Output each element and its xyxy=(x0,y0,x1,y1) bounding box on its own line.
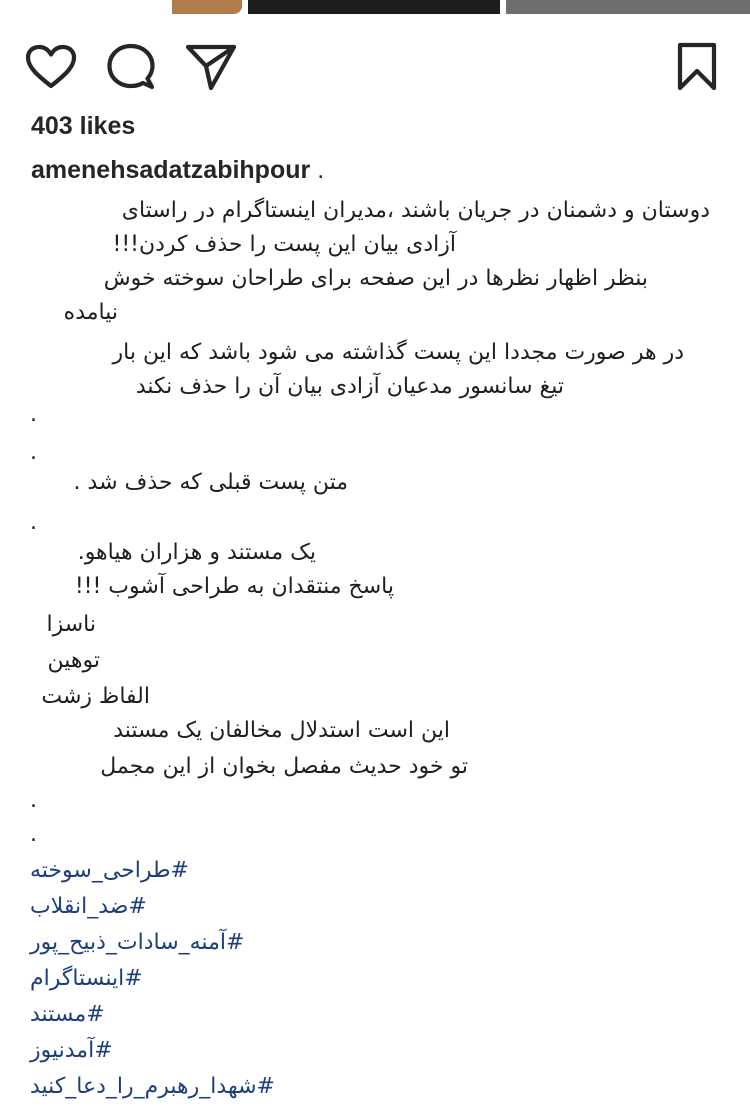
like-button[interactable] xyxy=(24,40,78,94)
caption-dot: . xyxy=(30,822,37,847)
caption-line: متن پست قبلی که حذف شد . xyxy=(73,470,348,495)
heart-icon xyxy=(25,44,77,90)
share-button[interactable] xyxy=(184,40,238,94)
comment-bubble-icon xyxy=(106,42,156,92)
caption-line: نیامده xyxy=(63,300,118,325)
caption-line: الفاظ زشت xyxy=(41,684,150,709)
previous-image-edge xyxy=(0,0,750,14)
caption-line: آزادی بیان این پست را حذف کردن!!! xyxy=(112,232,456,257)
image-fragment xyxy=(248,0,500,14)
caption-dot: . xyxy=(30,510,37,535)
caption-dot: . xyxy=(30,788,37,813)
hashtag-link[interactable]: #شهدا_رهبرم_را_دعا_کنید xyxy=(30,1074,275,1099)
caption-line: توهین xyxy=(47,648,100,673)
caption-line: این است استدلال مخالفان یک مستند xyxy=(113,718,450,743)
caption-line: ناسزا xyxy=(46,612,96,637)
save-button[interactable] xyxy=(670,40,724,94)
paper-plane-icon xyxy=(184,42,238,92)
image-fragment xyxy=(172,0,242,14)
caption-line: در هر صورت مجددا این پست گذاشته می شود باشد که این بار xyxy=(112,340,684,365)
caption-line: تو خود حدیث مفصل بخوان از این مجمل xyxy=(100,754,468,779)
hashtag-link[interactable]: #آمدنیوز xyxy=(30,1038,113,1063)
caption-line: دوستان و دشمنان در جریان باشند ،مدیران اینستاگرام در راستای xyxy=(121,198,710,223)
bookmark-icon xyxy=(675,42,719,92)
author-username[interactable]: amenehsadatzabihpour xyxy=(31,156,311,184)
author-suffix: . xyxy=(317,156,325,184)
hashtag-link[interactable]: #طراحی_سوخته xyxy=(30,858,189,883)
caption-dot: . xyxy=(30,440,37,465)
caption-line: تیغ سانسور مدعیان آزادی بیان آن را حذف نکند xyxy=(135,374,564,399)
post-author xyxy=(31,156,324,185)
caption-dot: . xyxy=(30,402,37,427)
hashtag-link[interactable]: #ضد_انقلاب xyxy=(30,894,147,919)
likes-count[interactable]: 403 likes xyxy=(31,112,136,140)
post-action-bar xyxy=(0,34,750,100)
comment-button[interactable] xyxy=(104,40,158,94)
hashtag-link[interactable]: #مستند xyxy=(30,1002,105,1027)
caption-line: پاسخ منتقدان به طراحی آشوب !!! xyxy=(74,574,394,599)
hashtag-link[interactable]: #اینستاگرام xyxy=(30,966,143,991)
caption-line: یک مستند و هزاران هیاهو. xyxy=(77,540,316,565)
hashtag-link[interactable]: #آمنه_سادات_ذبیح_پور xyxy=(30,930,245,955)
caption-line: بنظر اظهار نظرها در این صفحه برای طراحان سوخته خوش xyxy=(103,266,648,291)
image-fragment xyxy=(506,0,750,14)
